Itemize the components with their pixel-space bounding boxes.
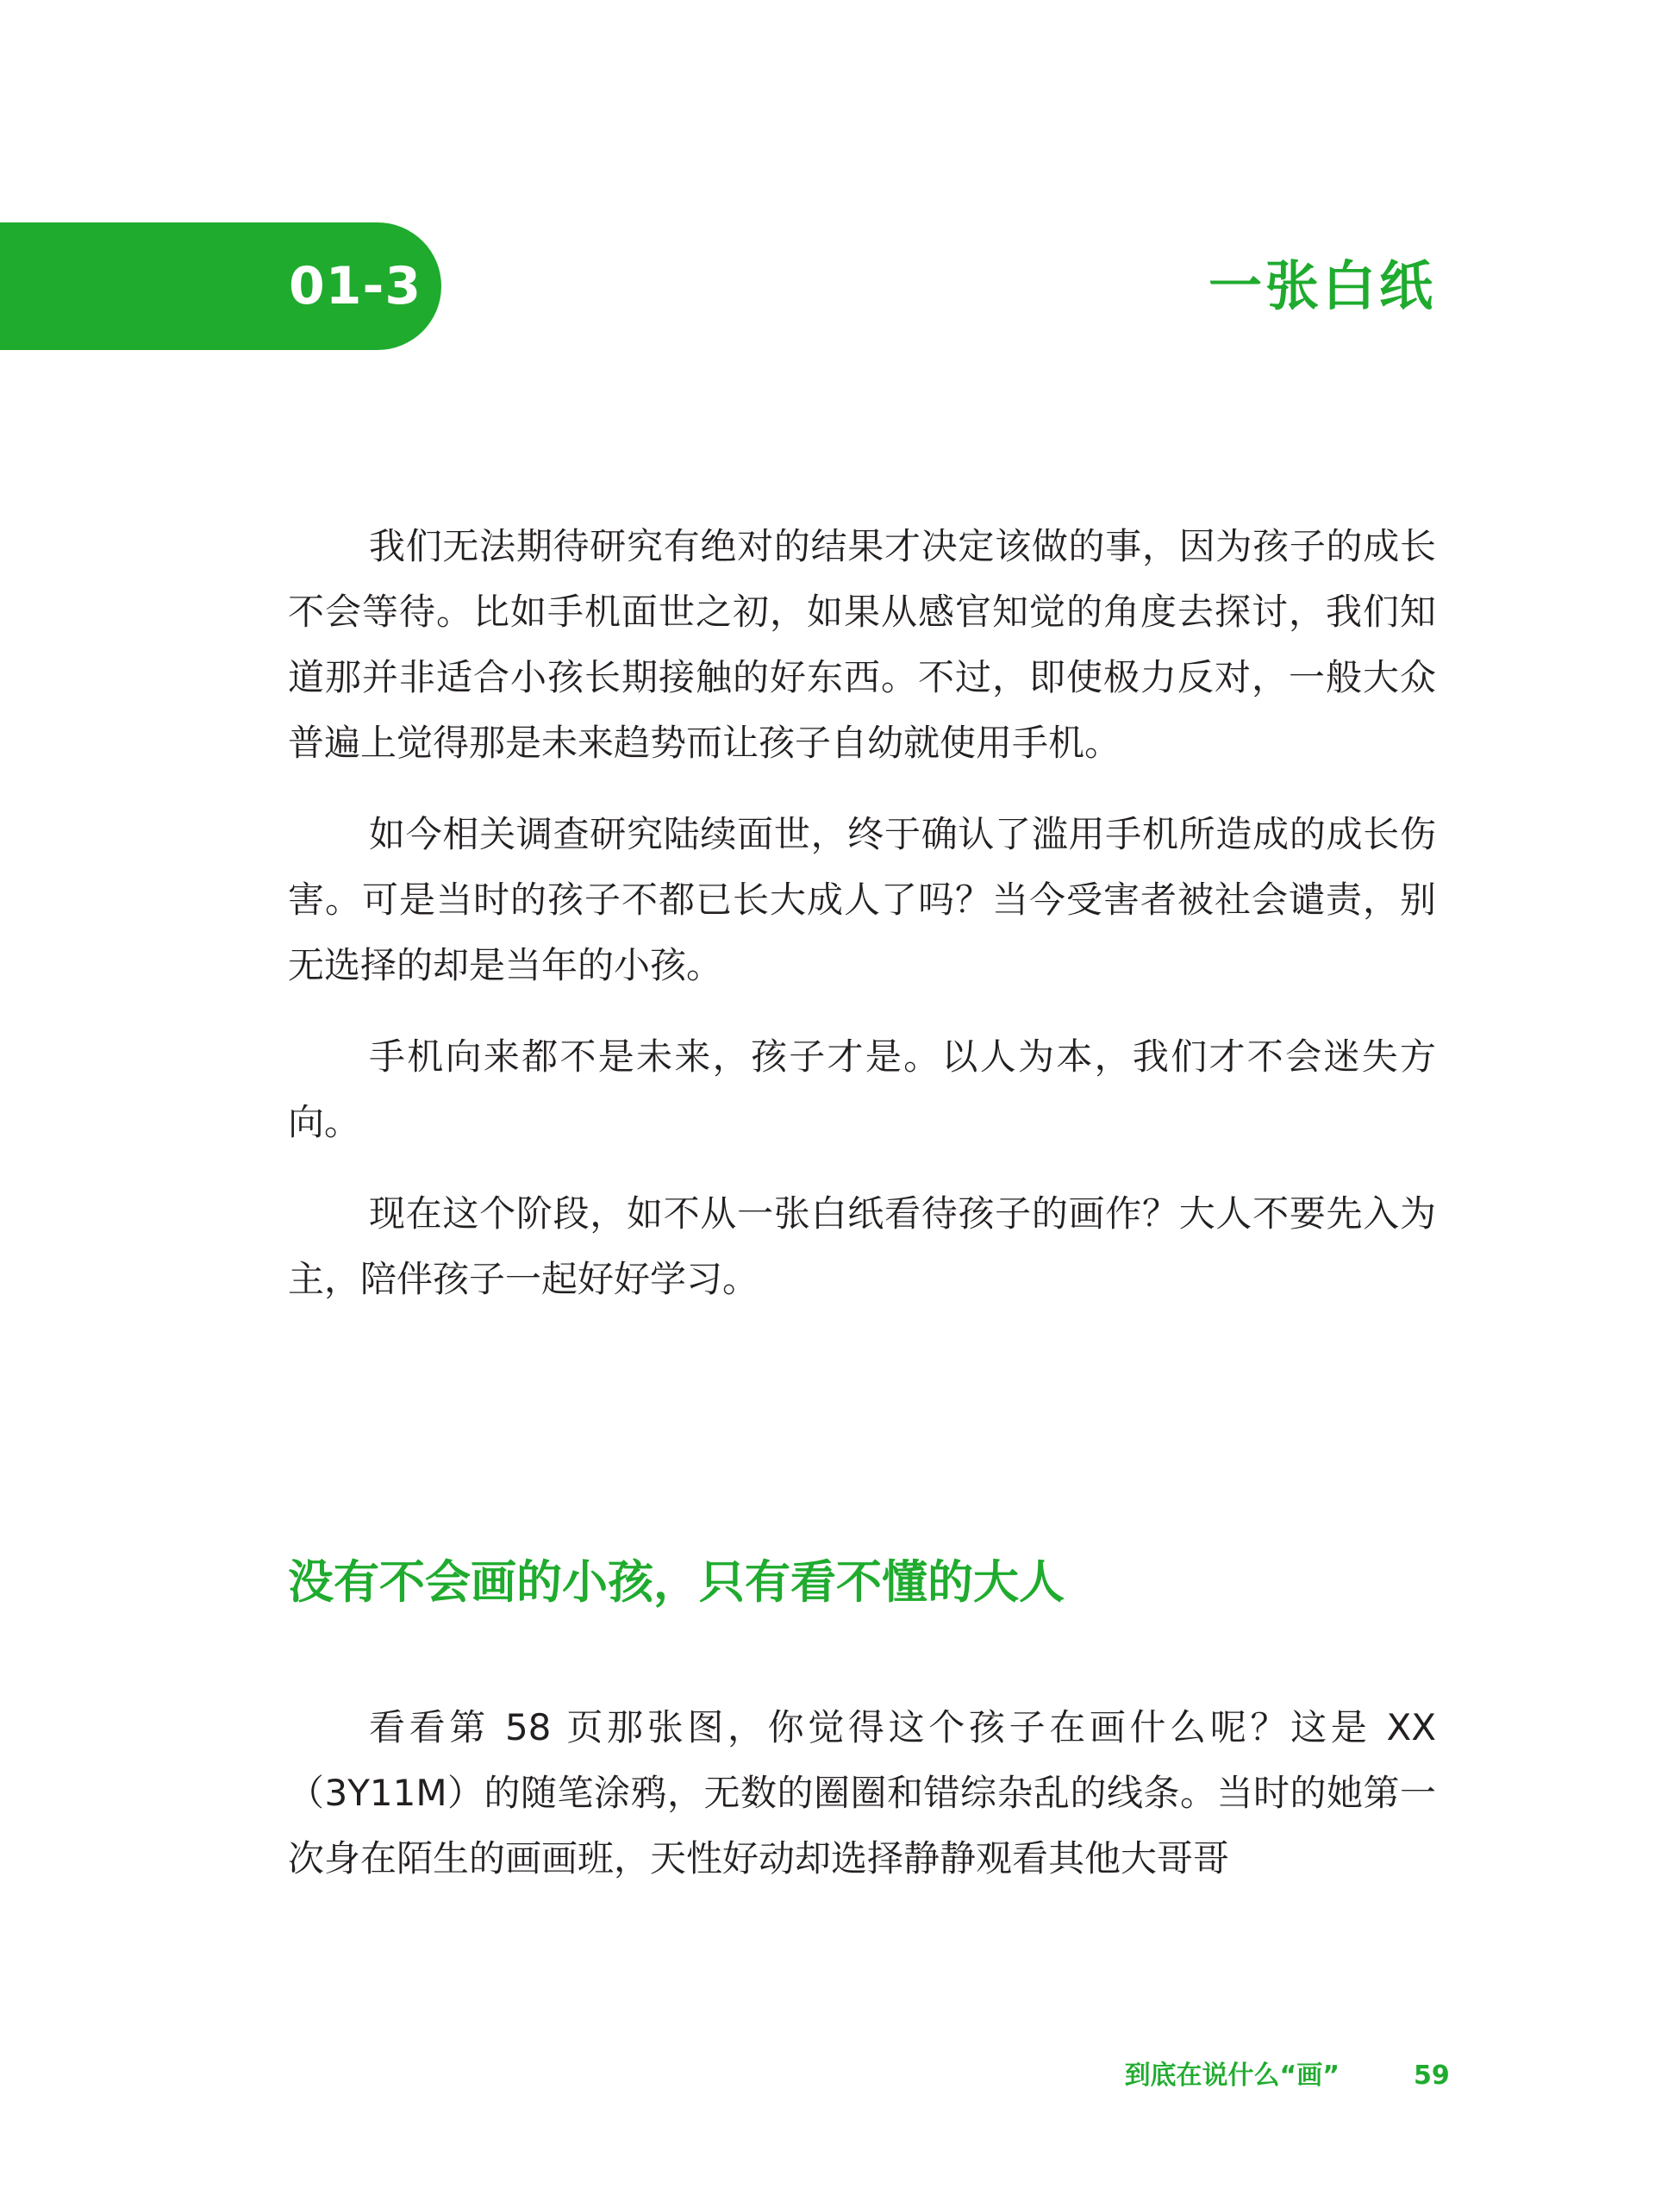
chapter-title: 一张白纸 bbox=[1208, 254, 1436, 317]
page-number: 59 bbox=[1414, 2061, 1450, 2091]
paragraph: 现在这个阶段，如不从一张白纸看待孩子的画作？大人不要先入为主，陪伴孩子一起好好学习。 bbox=[288, 1192, 1436, 1300]
section-heading: 没有不会画的小孩，只有看不懂的大人 bbox=[288, 1556, 1065, 1609]
intro-body bbox=[288, 514, 1436, 1338]
paragraph: 我们无法期待研究有绝对的结果才决定该做的事，因为孩子的成长不会等待。比如手机面世之初，如果从感官知觉的角度去探讨，我们知道那并非适合小孩长期接触的好东西。不过，即使极力反对，一般大众普遍上觉得那是未来趋势而让孩子自幼就使用手机。 bbox=[288, 525, 1436, 764]
paragraph: 手机向来都不是未来，孩子才是。以人为本，我们才不会迷失方向。 bbox=[288, 1035, 1436, 1143]
section-body bbox=[288, 1695, 1436, 1917]
chapter-number: 01-3 bbox=[289, 256, 422, 316]
paragraph: 看看第 58 页那张图，你觉得这个孩子在画什么呢？这是 XX（3Y11M）的随笔涂鸦，无数的圈圈和错综杂乱的线条。当时的她第一次身在陌生的画画班，天性好动却选择静静观看其他大哥哥 bbox=[288, 1706, 1436, 1879]
paragraph: 如今相关调查研究陆续面世，终于确认了滥用手机所造成的成长伤害。可是当时的孩子不都已长大成人了吗？当今受害者被社会谴责，别无选择的却是当年的小孩。 bbox=[288, 813, 1436, 986]
footer-book-title: 到底在说什么“画” bbox=[1124, 2061, 1340, 2091]
